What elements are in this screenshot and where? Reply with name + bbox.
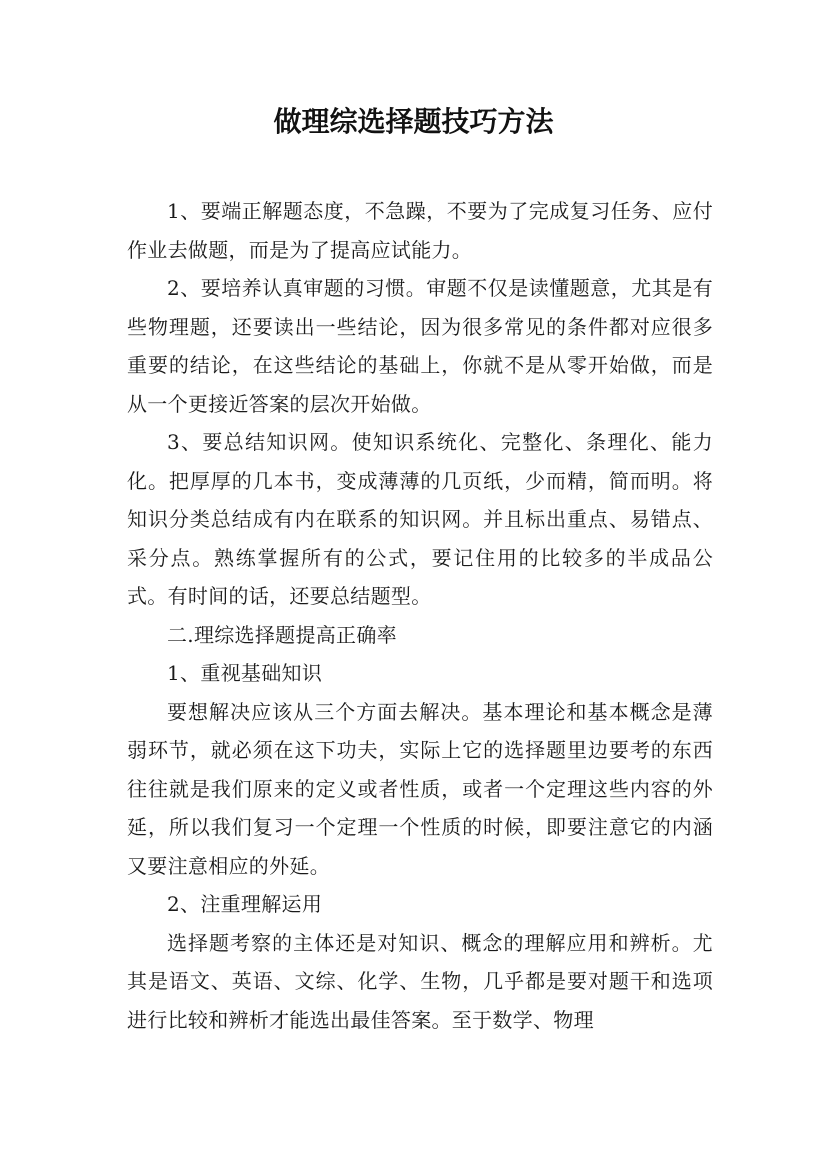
document-title: 做理综选择题技巧方法 [273, 105, 554, 138]
section-heading-2: 二.理综选择题提高正确率 [167, 622, 397, 647]
paragraph-1: 1、要端正解题态度，不急躁，不要为了完成复习任务、应付作业去做题，而是为了提高应试能力。 [127, 199, 713, 262]
subheading-2: 2、注重理解运用 [167, 892, 323, 916]
paragraph-2: 2、要培养认真审题的习惯。审题不仅是读懂题意，尤其是有些物理题，还要读出一些结论，因为很多常见的条件都对应很多重要的结论，在这些结论的基础上，你就不是从零开始做，而是从一个更接近答案的层次开始做。 [127, 276, 713, 416]
paragraph-3: 3、要总结知识网。使知识系统化、完整化、条理化、能力化。把厚厚的几本书，变成薄薄的几页纸，少而精，简而明。将知识分类总结成有内在联系的知识网。并且标出重点、易错点、采分点。熟练掌握所有的公式，要记住用的比较多的半成品公式。有时间的话，还要总结题型。 [127, 430, 713, 608]
paragraph-4: 要想解决应该从三个方面去解决。基本理论和基本概念是薄弱环节，就必须在这下功夫，实际上它的选择题里边要考的东西往往就是我们原来的定义或者性质，或者一个定理这些内容的外延，所以我们复习一个定理一个性质的时候，即要注意它的内涵又要注意相应的外延。 [127, 699, 713, 878]
subheading-1: 1、重视基础知识 [167, 661, 323, 685]
paragraph-5: 选择题考察的主体还是对知识、概念的理解应用和辨析。尤其是语文、英语、文综、化学、生物，几乎都是要对题干和选项进行比较和辨析才能选出最佳答案。至于数学、物理 [127, 930, 713, 1032]
document-body [127, 192, 713, 1039]
